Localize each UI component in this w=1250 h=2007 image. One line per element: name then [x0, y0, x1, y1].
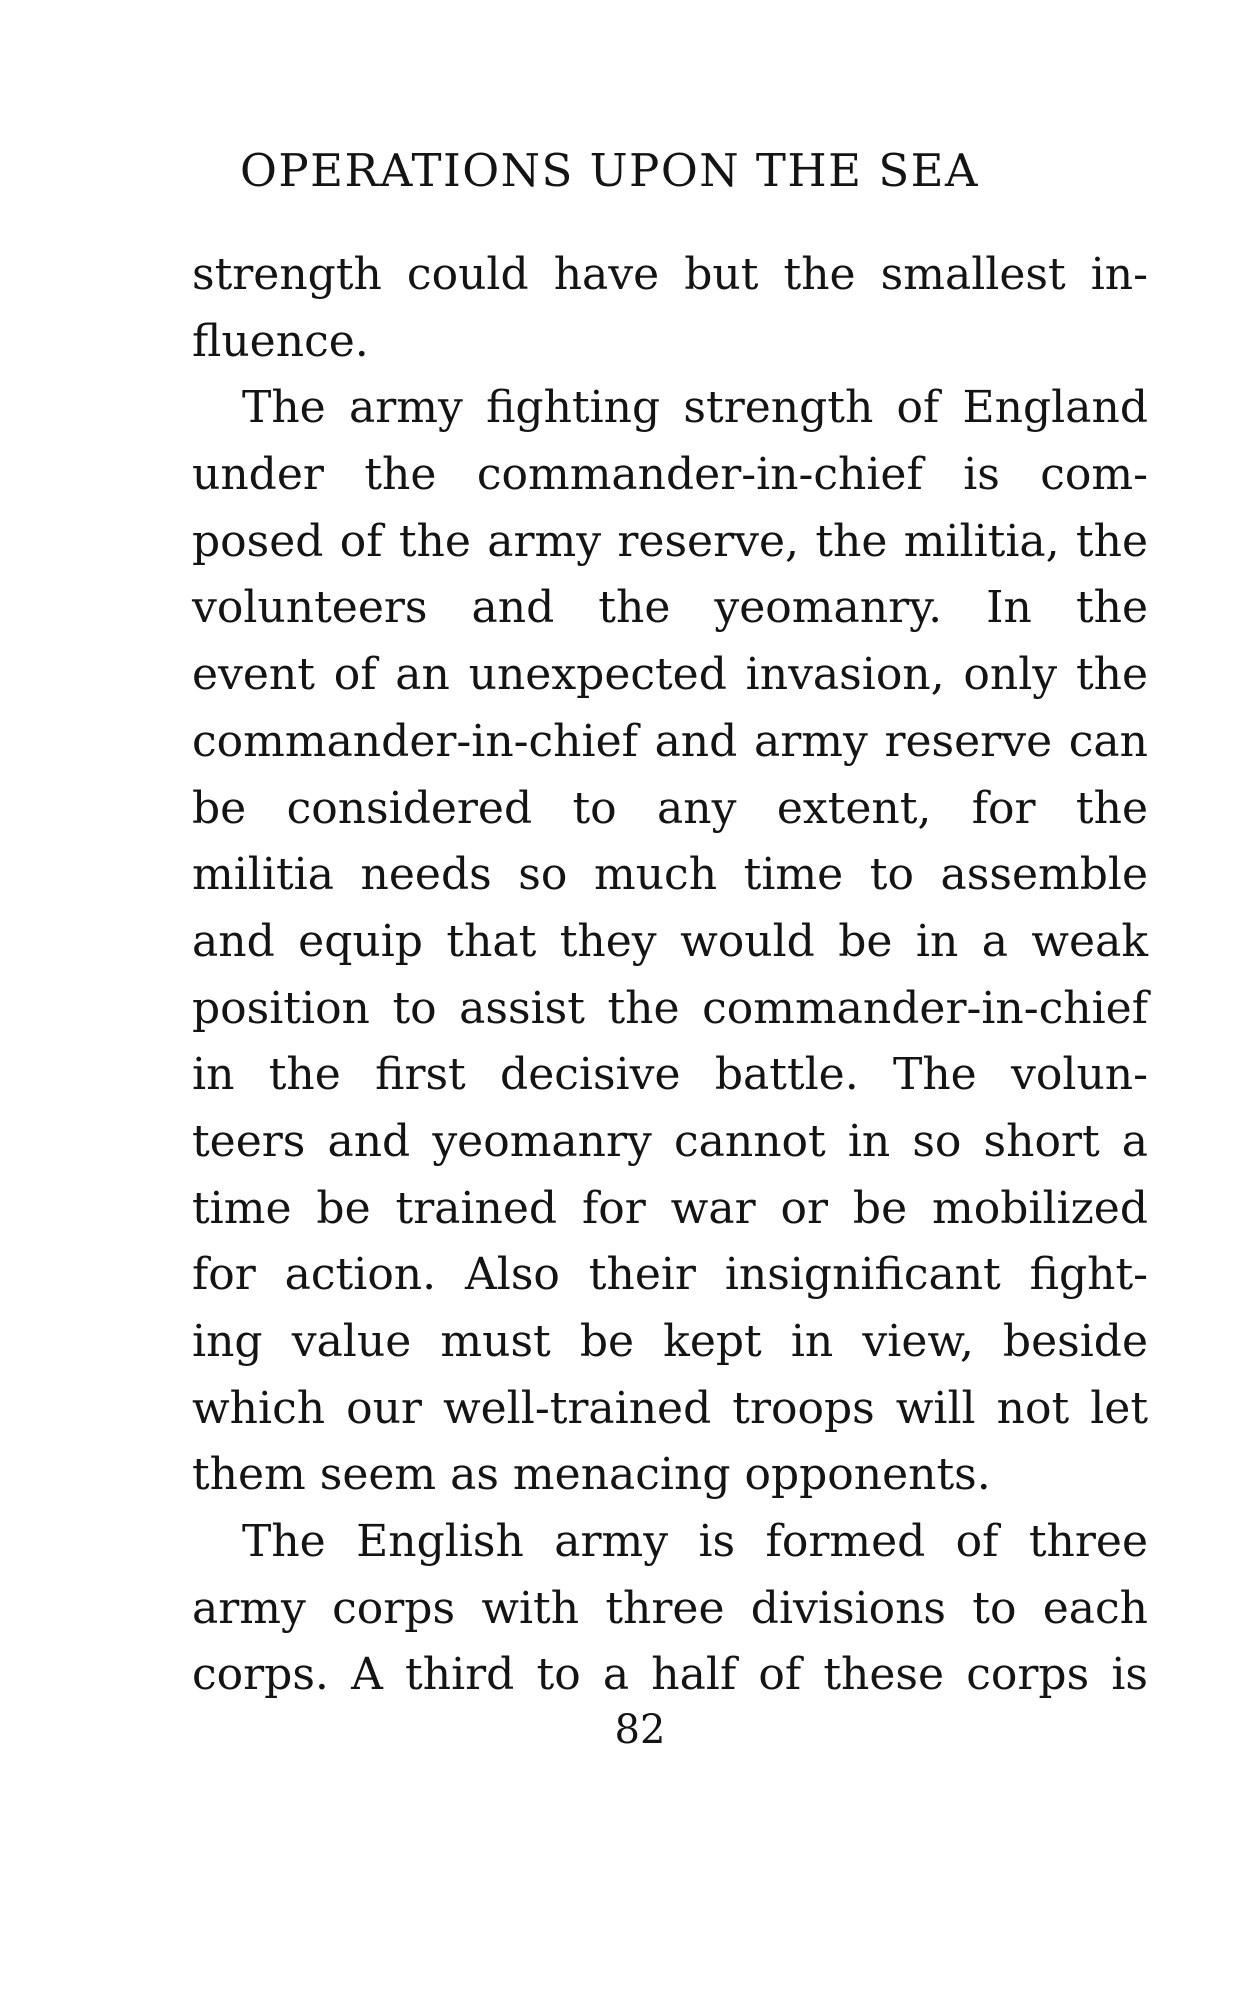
text-line: army corps with three divisions to each — [192, 1582, 1148, 1634]
paragraph-first-line: The English army is formed of three — [242, 1516, 1148, 1568]
text-line: be considered to any extent, for the — [192, 782, 1148, 834]
paragraph-first-line: The army fighting strength of England — [242, 382, 1148, 434]
text-line: in the first decisive battle. The volun- — [192, 1049, 1148, 1101]
text-line: militia needs so much time to assemble — [192, 849, 1148, 901]
text-line: which our well-trained troops will not let — [192, 1382, 1148, 1434]
text-line: fluence. — [192, 315, 369, 367]
page-number: 82 — [614, 1707, 666, 1753]
text-line: under the commander-in-chief is com- — [192, 449, 1148, 501]
text-line: posed of the army reserve, the militia, the — [192, 515, 1148, 567]
text-line: and equip that they would be in a weak — [192, 915, 1148, 967]
text-line: them seem as menacing opponents. — [192, 1449, 991, 1501]
text-line: time be trained for war or be mobilized — [192, 1182, 1148, 1234]
text-line: corps. A third to a half of these corps is — [192, 1649, 1148, 1701]
text-line: commander-in-chief and army reserve can — [192, 715, 1148, 767]
text-line: ing value must be kept in view, beside — [192, 1316, 1148, 1367]
body-text — [192, 242, 1148, 1709]
running-head: OPERATIONS UPON THE SEA — [240, 144, 979, 197]
text-line: volunteers and the yeomanry. In the — [192, 582, 1148, 634]
text-line: for action. Also their insignificant fight- — [192, 1249, 1148, 1301]
text-line: strength could have but the smallest in- — [192, 249, 1148, 300]
text-line: position to assist the commander-in-chief — [192, 982, 1148, 1034]
text-line: event of an unexpected invasion, only the — [192, 649, 1148, 701]
text-line: teers and yeomanry cannot in so short a — [192, 1115, 1148, 1167]
